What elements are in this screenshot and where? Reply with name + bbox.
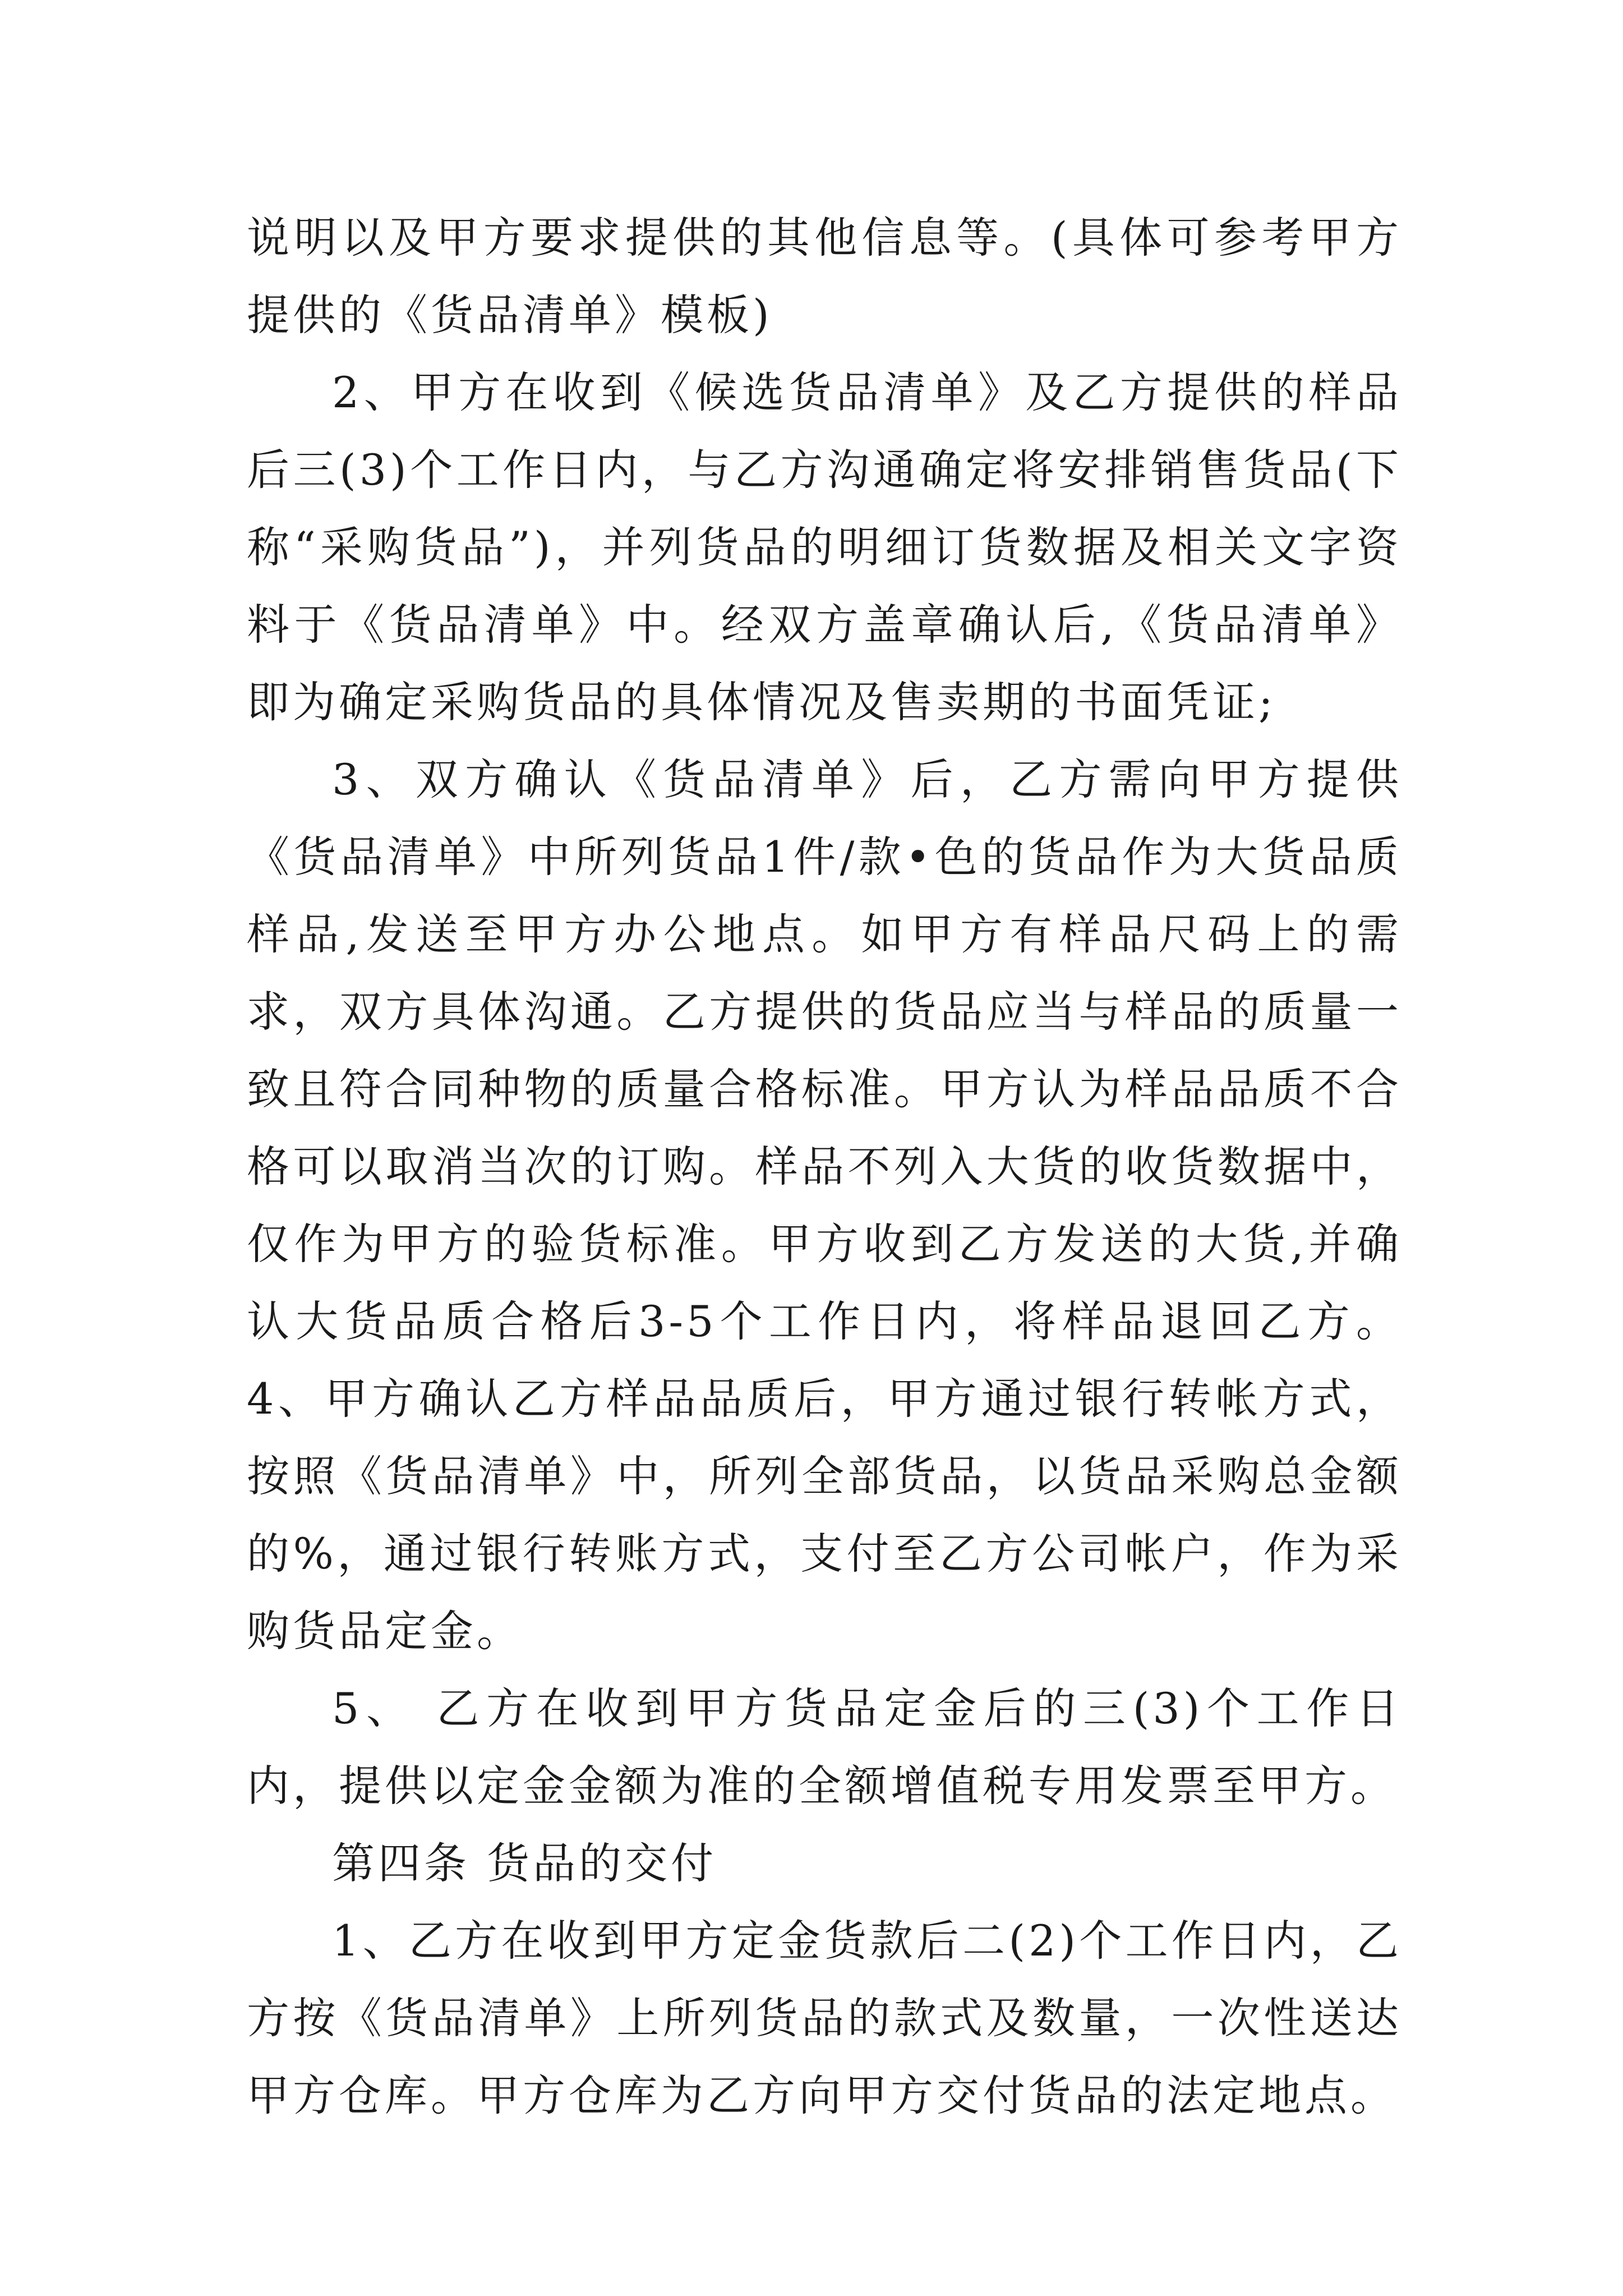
- paragraph-clause-3: 3、双方确认《货品清单》后，乙方需向甲方提供《货品清单》中所列货品1件/款•色的货品作为大货品质样品,发送至甲方办公地点。如甲方有样品尺码上的需求，双方具体沟通。乙方提供的货品应当与样品的质量一致且符合同种物的质量合格标准。甲方认为样品品质不合格可以取消当次的订购。样品不列入大货的收货数据中，仅作为甲方的验货标准。甲方收到乙方发送的大货,并确认大货品质合格后3-5个工作日内，将样品退回乙方。4、甲方确认乙方样品品质后，甲方通过银行转帐方式，按照《货品清单》中，所列全部货品，以货品采购总金额的%，通过银行转账方式，支付至乙方公司帐户，作为采购货品定金。: [247, 754, 1402, 1656]
- paragraph-continuation: 说明以及甲方要求提供的其他信息等。(具体可参考甲方提供的《货品清单》模板): [247, 213, 1402, 340]
- paragraph-delivery-clause-1: 1、乙方在收到甲方定金货款后二(2)个工作日内，乙方按《货品清单》上所列货品的款式及数量，一次性送达甲方仓库。甲方仓库为乙方向甲方交付货品的法定地点。: [247, 1916, 1402, 2120]
- document-body: [247, 199, 1402, 2134]
- paragraph-clause-2: 2、甲方在收到《候选货品清单》及乙方提供的样品后三(3)个工作日内，与乙方沟通确定将安排销售货品(下称“采购货品”)，并列货品的明细订货数据及相关文字资料于《货品清单》中。经双方盖章确认后,《货品清单》即为确定采购货品的具体情况及售卖期的书面凭证;: [247, 367, 1402, 727]
- paragraph-clause-5: 5、 乙方在收到甲方货品定金后的三(3)个工作日内，提供以定金金额为准的全额增值税专用发票至甲方。: [247, 1683, 1402, 1811]
- section-heading-article-4: 第四条 货品的交付: [332, 1838, 717, 1888]
